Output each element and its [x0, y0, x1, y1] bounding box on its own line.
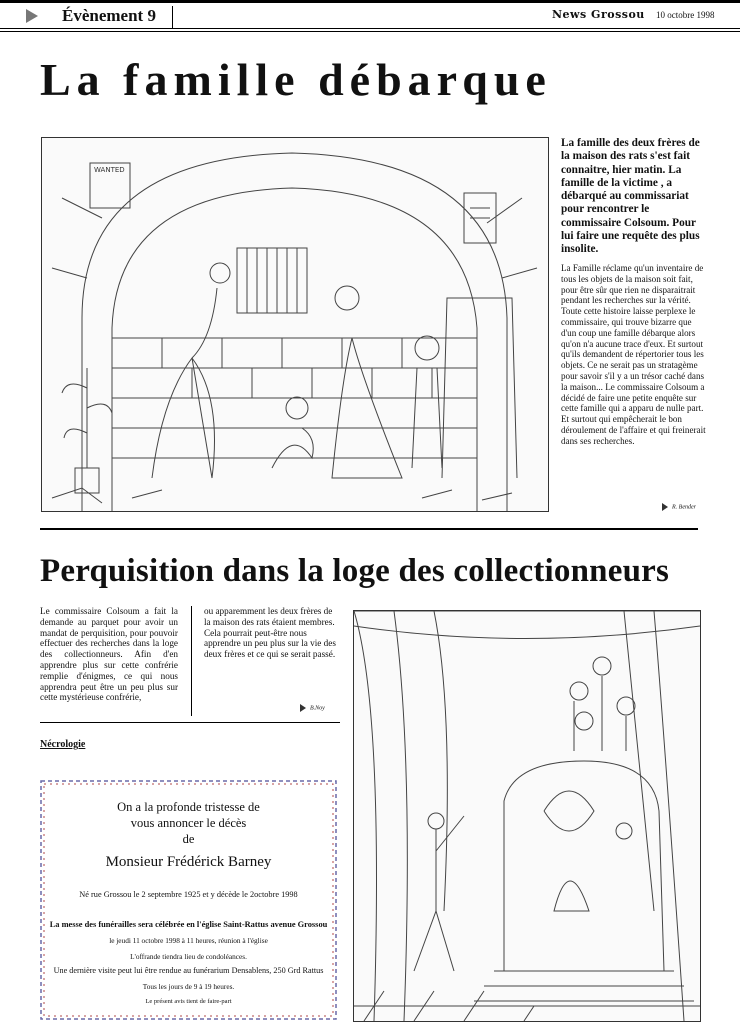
credit-author: R. Bender: [672, 504, 696, 511]
article2-credit: [300, 704, 325, 712]
column-divider: [191, 606, 192, 716]
notice-hours: Tous les jours de 9 à 19 heures.: [142, 982, 235, 991]
notice-line-2: vous annoncer le décès: [130, 816, 247, 830]
notice-line-3: de: [182, 832, 195, 846]
notice-funeral-time: le jeudi 11 octobre 1998 à 11 heures, réunion à l'église: [109, 936, 268, 945]
article2-bottom-rule: [40, 722, 340, 723]
article2-column-2: ou apparemment les deux frères de la maison des rats étaient membres. Cela pourrait peut-être nous apprendre un peu plus sur la vie des deux frères et ce qui se serait passé.: [204, 606, 336, 660]
section-label: Évènement 9: [62, 6, 156, 25]
header-rule-double: [0, 31, 740, 32]
article-title-famille: La famille débarque: [40, 54, 552, 105]
article-credit: [662, 503, 696, 511]
newspaper-brand: News Grossou: [552, 8, 645, 21]
death-notice: [40, 780, 337, 1020]
notice-funeral: La messe des funérailles sera célébrée en l'église Saint-Rattus avenue Grossou: [49, 920, 328, 929]
issue-date: 10 octobre 1998: [656, 10, 715, 20]
arrow-right-icon: [26, 9, 38, 23]
article-body: La Famille réclame qu'un inventaire de tous les objets de la maison soit fait, pour être sûr que rien ne disparaitrait pendant les recherches sur la vérité. Toute cette histoire laisse perplexe le commissaire, qui trouve bizarre que d'un coup une famille débarque alors qu'on n'a aucune trace d'eux. Et surtout qu'ils demandent de répertorier tous les objets. Ce ne serait pas un stratagème pour savoir s'il y a un trésor caché dans la maison... Le commissaire Colsoum a décidé de faire une petite enquête sur cette famille qui a apparu de nulle part. Et surtout qui empêcherait le bon déroulement de l'affaire et qui freinerait dans ses recherches.: [561, 263, 706, 446]
necrologie-label: Nécrologie: [40, 739, 86, 750]
notice-visit: Une dernière visite peut lui être rendue au funérarium Densablens, 250 Grd Rattus: [53, 966, 324, 975]
page-header: [0, 6, 740, 28]
top-rule: [0, 0, 740, 3]
illustration-collectors-lodge: [353, 610, 701, 1022]
article-lead: La famille des deux frères de la maison des rats s'est fait connaitre, hier matin. La famille de la victime , a débarqué au commissariat pour rencontrer le commissaire Colsoum. Pour lui faire une requête des plus insolite.: [561, 137, 700, 256]
triangle-icon: [662, 503, 668, 511]
wanted-poster-label: WANTED: [94, 166, 125, 174]
notice-footer: Le présent avis tient de faire-part: [145, 998, 232, 1005]
notice-condolences: L'offrande tiendra lieu de condoléances.: [130, 952, 247, 961]
notice-line-1: On a la profonde tristesse de: [117, 800, 260, 814]
header-divider: [172, 6, 173, 28]
credit-author: B.Noy: [310, 705, 325, 712]
section-separator: [40, 528, 698, 530]
notice-birth: Né rue Grossou le 2 septembre 1925 et y décède le 2octobre 1998: [79, 890, 298, 899]
article-title-perquisition: Perquisition dans la loge des collectionneurs: [40, 553, 670, 589]
illustration-cellar-family: [41, 137, 549, 512]
article2-column-1: Le commissaire Colsoum a fait la demande au parquet pour avoir un mandat de perquisition, pour pouvoir effectuer des recherches dans la loge des collectionneurs. Afin d'en apprendre plus sur cette confrérie remplie d'énigmes, ce qui nous apprendra peut être un peu plus sur cette mystérieuse confrérie,: [40, 606, 178, 703]
header-rule: [0, 28, 740, 29]
triangle-icon: [300, 704, 306, 712]
deceased-name: Monsieur Frédérick Barney: [105, 854, 272, 870]
